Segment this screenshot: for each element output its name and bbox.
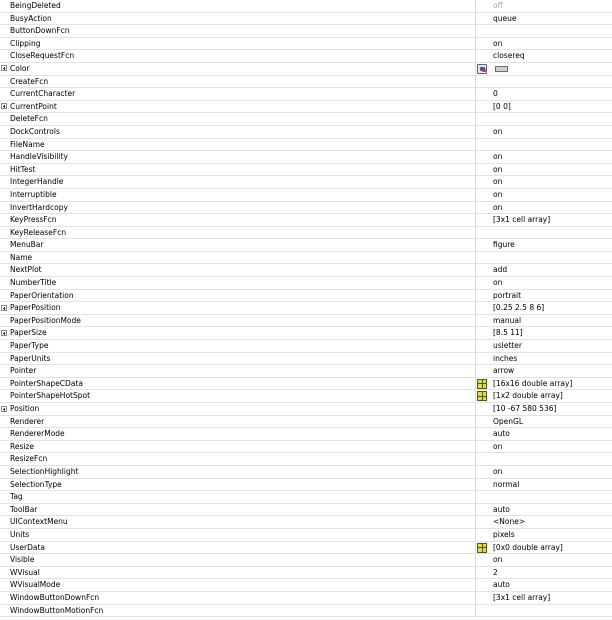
property-name: CloseRequestFcn	[10, 51, 75, 61]
column-divider	[475, 567, 476, 579]
property-row-createfcn[interactable]	[0, 76, 612, 89]
property-row-pointer[interactable]	[0, 365, 612, 378]
property-row-windowbuttonmotionfcn[interactable]	[0, 605, 612, 618]
property-name: SelectionHighlight	[10, 466, 79, 476]
column-divider	[475, 353, 476, 365]
property-value[interactable]: manual	[493, 315, 522, 325]
column-divider	[475, 403, 476, 415]
property-name: DockControls	[10, 126, 60, 136]
property-row-uicontextmenu[interactable]	[0, 516, 612, 529]
property-name: Position	[10, 404, 40, 413]
column-divider	[475, 315, 476, 327]
property-row-userdata[interactable]	[0, 542, 612, 555]
property-value[interactable]: pixels	[493, 529, 515, 539]
property-row-nextplot[interactable]	[0, 264, 612, 277]
property-name: CurrentCharacter	[10, 89, 76, 99]
property-row-integerhandle[interactable]	[0, 176, 612, 189]
property-name: CurrentPoint	[10, 101, 57, 111]
column-divider	[475, 252, 476, 264]
property-row-currentpoint[interactable]	[0, 101, 612, 114]
property-name: WVisualMode	[10, 580, 61, 590]
property-value[interactable]: [0x0 double array]	[493, 542, 563, 552]
column-divider	[475, 101, 476, 113]
property-name: BusyAction	[10, 13, 52, 23]
property-name: ToolBar	[10, 504, 38, 514]
property-name: Color	[10, 63, 30, 73]
property-name: Clipping	[10, 38, 41, 48]
property-row-deletefcn[interactable]	[0, 113, 612, 126]
column-divider	[475, 327, 476, 339]
column-divider	[475, 38, 476, 50]
property-row-closerequestfcn[interactable]	[0, 50, 612, 63]
property-row-paperpositionmode[interactable]	[0, 315, 612, 328]
property-name: PaperUnits	[10, 353, 51, 363]
property-name: KeyReleaseFcn	[10, 227, 67, 237]
property-row-paperposition[interactable]	[0, 302, 612, 315]
property-value[interactable]: 0	[493, 89, 498, 99]
property-row-resize[interactable]	[0, 441, 612, 454]
property-row-tag[interactable]	[0, 491, 612, 504]
property-name: PaperSize	[10, 328, 47, 338]
property-name: PaperOrientation	[10, 290, 74, 300]
column-divider	[475, 113, 476, 125]
property-row-hittest[interactable]	[0, 164, 612, 177]
property-name: InvertHardcopy	[10, 202, 68, 212]
property-value[interactable]: usletter	[493, 341, 522, 351]
property-value[interactable]: queue	[493, 13, 517, 23]
column-divider	[475, 340, 476, 352]
property-row-currentcharacter[interactable]	[0, 88, 612, 101]
property-row-selectionhighlight[interactable]	[0, 466, 612, 479]
property-name: PaperType	[10, 341, 49, 351]
property-row-renderer[interactable]	[0, 416, 612, 429]
property-row-renderermode[interactable]	[0, 428, 612, 441]
expand-plus-icon[interactable]	[1, 330, 7, 336]
property-name: BeingDeleted	[10, 1, 61, 10]
property-value[interactable]: [3x1 cell array]	[493, 592, 551, 602]
column-divider	[475, 290, 476, 302]
property-name: PaperPositionMode	[10, 315, 81, 325]
column-divider	[475, 227, 476, 239]
column-divider	[475, 453, 476, 465]
column-divider	[475, 542, 476, 554]
column-divider	[475, 151, 476, 163]
array-editor-icon[interactable]	[477, 543, 487, 553]
property-row-filename[interactable]	[0, 139, 612, 152]
property-value[interactable]: auto	[493, 504, 510, 514]
property-value[interactable]: on	[493, 38, 503, 48]
column-divider	[475, 264, 476, 276]
array-editor-icon[interactable]	[477, 391, 487, 401]
column-divider	[475, 592, 476, 604]
property-name: WindowButtonMotionFcn	[10, 605, 104, 615]
column-divider	[475, 302, 476, 314]
property-row-busyaction[interactable]	[0, 13, 612, 26]
column-divider	[475, 25, 476, 37]
property-name: Renderer	[10, 416, 45, 426]
property-row-interruptible[interactable]	[0, 189, 612, 202]
property-row-pointershapecdata[interactable]	[0, 378, 612, 391]
property-name: FileName	[10, 139, 45, 149]
property-name: Name	[10, 252, 33, 262]
property-name: Visible	[10, 555, 35, 565]
property-row-units[interactable]	[0, 529, 612, 542]
column-divider	[475, 126, 476, 138]
property-row-visible[interactable]	[0, 554, 612, 567]
property-value[interactable]: off	[493, 1, 503, 10]
property-value[interactable]: auto	[493, 429, 510, 439]
property-value[interactable]: on	[493, 164, 503, 174]
property-name: HandleVisibility	[10, 152, 68, 162]
property-name: PaperPosition	[10, 303, 61, 313]
column-divider	[475, 441, 476, 453]
property-row-toolbar[interactable]	[0, 504, 612, 517]
property-value[interactable]: figure	[493, 240, 515, 250]
column-divider	[475, 378, 476, 390]
property-value[interactable]: OpenGL	[493, 416, 524, 426]
column-divider	[475, 390, 476, 402]
column-divider	[475, 479, 476, 491]
property-name: Tag	[10, 492, 23, 502]
property-name: RendererMode	[10, 429, 65, 439]
property-value[interactable]: [10 -67 580 536]	[493, 404, 557, 413]
array-editor-icon[interactable]	[477, 379, 487, 389]
property-value[interactable]: portrait	[493, 290, 522, 300]
property-row-selectiontype[interactable]	[0, 479, 612, 492]
property-value[interactable]: closereq	[493, 51, 525, 61]
property-name: WindowButtonDownFcn	[10, 592, 100, 602]
property-value[interactable]: on	[493, 441, 503, 451]
property-row-keyreleasefcn[interactable]	[0, 227, 612, 240]
property-name: HitTest	[10, 164, 36, 174]
column-divider	[475, 416, 476, 428]
expand-plus-icon[interactable]	[1, 65, 7, 71]
property-row-handlevisibility[interactable]	[0, 151, 612, 164]
property-value[interactable]: on	[493, 466, 503, 476]
property-name: PointerShapeCData	[10, 378, 83, 388]
property-value[interactable]: [1x2 double array]	[493, 391, 563, 401]
property-value[interactable]: [0.25 2.5 8 6]	[493, 303, 545, 313]
property-name: NumberTitle	[10, 278, 57, 288]
property-name: UserData	[10, 542, 46, 552]
column-divider	[475, 176, 476, 188]
column-divider	[475, 76, 476, 88]
property-row-paperorientation[interactable]	[0, 290, 612, 303]
property-name: PointerShapeHotSpot	[10, 391, 91, 401]
property-name: CreateFcn	[10, 76, 49, 86]
column-divider	[475, 189, 476, 201]
color-picker-icon[interactable]	[477, 64, 487, 74]
property-value[interactable]: on	[493, 555, 503, 565]
property-name: KeyPressFcn	[10, 215, 57, 225]
property-row-resizefcn[interactable]	[0, 453, 612, 466]
property-name: ResizeFcn	[10, 454, 48, 464]
property-value[interactable]: auto	[493, 580, 510, 590]
column-divider	[475, 466, 476, 478]
property-name: DeleteFcn	[10, 114, 48, 124]
column-divider	[475, 277, 476, 289]
column-divider	[475, 50, 476, 62]
property-value[interactable]: on	[493, 278, 503, 288]
column-divider	[475, 554, 476, 566]
property-name: Pointer	[10, 366, 37, 376]
property-value[interactable]: 2	[493, 567, 498, 577]
property-name: Interruptible	[10, 189, 57, 199]
column-divider	[475, 0, 476, 12]
property-value[interactable]: on	[493, 177, 503, 187]
property-row-dockcontrols[interactable]	[0, 126, 612, 139]
column-divider	[475, 139, 476, 151]
property-row-buttondownfcn[interactable]	[0, 25, 612, 38]
property-value[interactable]: [0 0]	[493, 101, 511, 111]
column-divider	[475, 164, 476, 176]
property-row-clipping[interactable]	[0, 38, 612, 51]
property-name: NextPlot	[10, 265, 42, 275]
column-divider	[475, 529, 476, 541]
property-name: Units	[10, 529, 30, 539]
property-value[interactable]: on	[493, 202, 503, 212]
property-name: Resize	[10, 441, 35, 451]
property-value[interactable]: arrow	[493, 366, 515, 376]
property-name: IntegerHandle	[10, 177, 64, 187]
property-row-numbertitle[interactable]	[0, 277, 612, 290]
property-row-menubar[interactable]	[0, 239, 612, 252]
property-value[interactable]: [8.5 11]	[493, 328, 523, 338]
property-row-papertype[interactable]	[0, 340, 612, 353]
property-value[interactable]: <None>	[493, 517, 526, 527]
property-value[interactable]: on	[493, 189, 503, 199]
property-row-color[interactable]	[0, 63, 612, 76]
property-value[interactable]: on	[493, 126, 503, 136]
column-divider	[475, 516, 476, 528]
column-divider	[475, 579, 476, 591]
property-value[interactable]: [16x16 double array]	[493, 378, 573, 388]
property-name: WVisual	[10, 567, 40, 577]
column-divider	[475, 491, 476, 503]
expand-plus-icon[interactable]	[1, 406, 7, 412]
expand-plus-icon[interactable]	[1, 305, 7, 311]
property-name: MenuBar	[10, 240, 44, 250]
column-divider	[475, 214, 476, 226]
column-divider	[475, 428, 476, 440]
property-row-papersize[interactable]	[0, 327, 612, 340]
column-divider	[475, 239, 476, 251]
property-value[interactable]: inches	[493, 353, 518, 363]
column-divider	[475, 88, 476, 100]
property-value[interactable]: normal	[493, 479, 520, 489]
property-row-wvisualmode[interactable]	[0, 579, 612, 592]
column-divider	[475, 202, 476, 214]
property-row-keypressfcn[interactable]	[0, 214, 612, 227]
property-value[interactable]: on	[493, 152, 503, 162]
property-row-pointershapehotspot[interactable]	[0, 390, 612, 403]
property-value[interactable]: [3x1 cell array]	[493, 215, 551, 225]
column-divider	[475, 605, 476, 617]
property-row-name[interactable]	[0, 252, 612, 265]
property-row-beingdeleted[interactable]	[0, 0, 612, 13]
property-row-inverthardcopy[interactable]	[0, 202, 612, 215]
property-row-paperunits[interactable]	[0, 353, 612, 366]
property-row-position[interactable]	[0, 403, 612, 416]
property-row-wvisual[interactable]	[0, 567, 612, 580]
property-value[interactable]: add	[493, 265, 508, 275]
column-divider	[475, 365, 476, 377]
column-divider	[475, 63, 476, 75]
property-name: SelectionType	[10, 479, 62, 489]
property-name: UIContextMenu	[10, 517, 68, 527]
color-swatch[interactable]	[495, 66, 508, 72]
expand-plus-icon[interactable]	[1, 103, 7, 109]
property-row-windowbuttondownfcn[interactable]	[0, 592, 612, 605]
property-name: ButtonDownFcn	[10, 26, 70, 36]
column-divider	[475, 13, 476, 25]
column-divider	[475, 504, 476, 516]
